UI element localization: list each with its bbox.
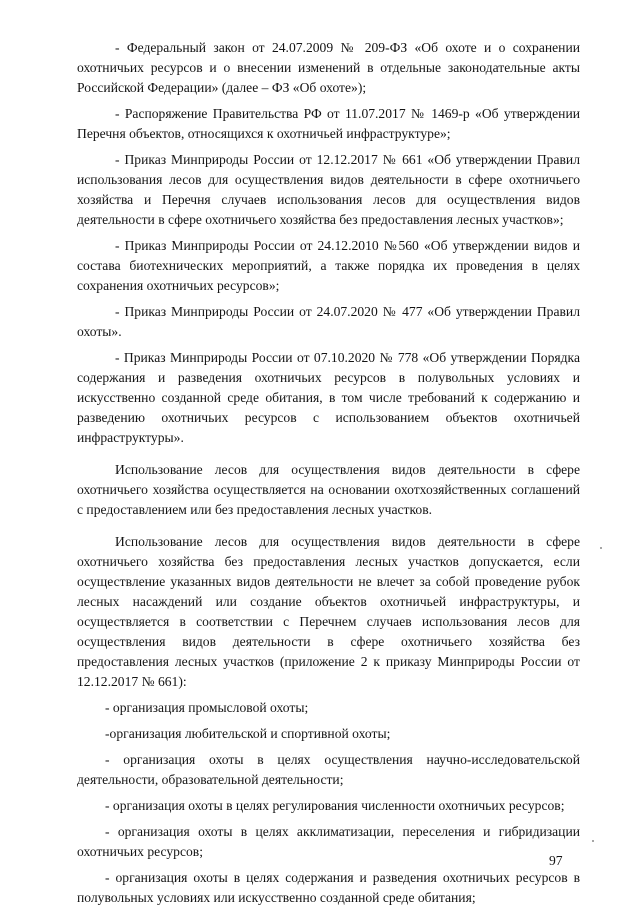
page-number: 97 xyxy=(549,853,563,868)
list-item: - организация охоты в целях содержания и разведения охотничьих ресурсов в полувольных условиях или искусственно созданной среде обитания; xyxy=(77,870,580,905)
list-item: - организация охоты в целях акклиматизации, переселения и гибридизации охотничьих ресурсов; xyxy=(77,824,580,859)
scan-speck xyxy=(600,547,602,549)
paragraph-federal-law: - Федеральный закон от 24.07.2009 № 209-ФЗ «Об охоте и о сохранении охотничьих ресурсов и о внесении изменений в отдельные законодательные акты Российской Федерации» (далее – ФЗ «Об охоте»); xyxy=(77,40,580,95)
list-item: - организация охоты в целях регулирования численности охотничьих ресурсов; xyxy=(105,798,565,813)
paragraph-without-plots: Использование лесов для осуществления видов деятельности в сфере охотничьего хозяйства без предоставления лесных участков допускается, если осуществление указанных видов деятельности не влечет за собой проведение рубок лесных насаждений или создание объектов охотничьей инфраструктуры, и осуществляется в соответствии с Перечнем случаев использования лесов для осуществления видов деятельности в сфере охотничьего хозяйства без предоставления лесных участков (приложение 2 к приказу Минприроды России от 12.12.2017 № 661): xyxy=(77,534,580,689)
list-item: - организация промысловой охоты; xyxy=(105,700,309,715)
list-item: -организация любительской и спортивной охоты; xyxy=(105,726,391,741)
scan-speck xyxy=(592,840,594,842)
paragraph-order-477: - Приказ Минприроды России от 24.07.2020 № 477 «Об утверждении Правил охоты». xyxy=(77,304,580,339)
list-item: - организация охоты в целях осуществления научно-исследовательской деятельности, образовательной деятельности; xyxy=(77,752,580,787)
body-text xyxy=(77,38,580,914)
paragraph-government-order: - Распоряжение Правительства РФ от 11.07.2017 № 1469-р «Об утверждении Перечня объектов, относящихся к охотничьей инфраструктуре»; xyxy=(77,106,580,141)
paragraph-order-661: - Приказ Минприроды России от 12.12.2017 № 661 «Об утверждении Правил использования лесов для осуществления видов деятельности в сфере охотничьего хозяйства и Перечня случаев использования лесов для осуществления видов деятельности в сфере охотничьего хозяйства без предоставления лесных участков»; xyxy=(77,152,580,227)
paragraph-forest-use: Использование лесов для осуществления видов деятельности в сфере охотничьего хозяйства осуществляется на основании охотхозяйственных соглашений с предоставлением или без предоставления лесных участков. xyxy=(77,462,580,517)
paragraph-order-560: - Приказ Минприроды России от 24.12.2010 №560 «Об утверждении видов и состава биотехнических мероприятий, а также порядка их проведения в целях сохранения охотничьих ресурсов»; xyxy=(77,238,580,293)
paragraph-order-778: - Приказ Минприроды России от 07.10.2020 № 778 «Об утверждении Порядка содержания и разведения охотничьих ресурсов в полувольных условиях и искусственно созданной среде обитания, в том числе требований к содержанию и разведению охотничьих ресурсов с использованием объектов охотничьей инфраструктуры». xyxy=(77,350,580,445)
